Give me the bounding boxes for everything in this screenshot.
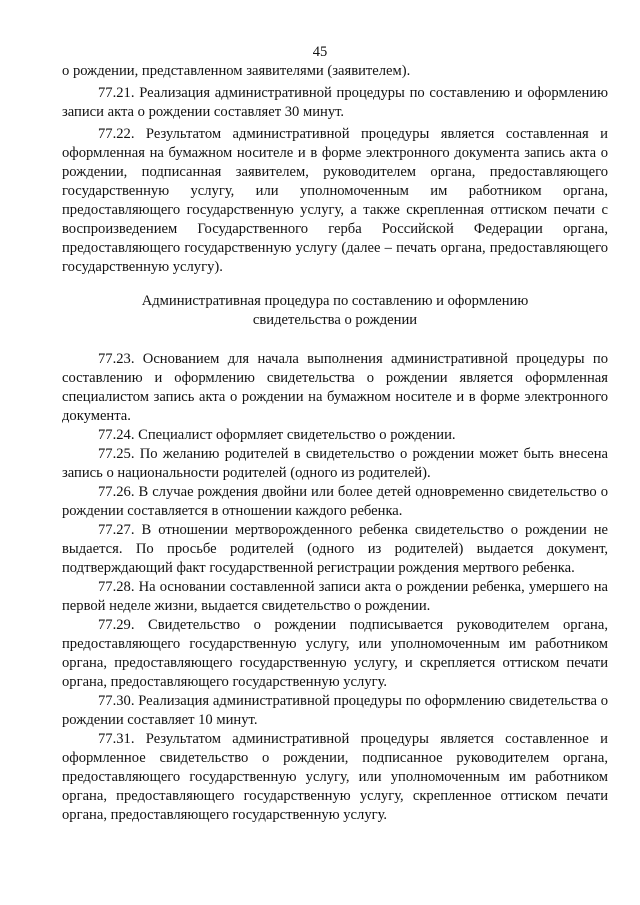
paragraph-77-24: 77.24. Специалист оформляет свидетельство о рождении. xyxy=(98,427,456,443)
paragraph-77-22: 77.22. Результатом административной процедуры является составленная и оформленная на бумажном носителе и в форме электронного документа запись акта о рождении, подписанная заявителем, руководителем органа, предоставляющего государственную услугу, или уполномоченным им работником органа, предоставляющего государственную услугу, а также скрепленная оттиском печати с воспроизведением Государственного герба Российской Федерации органа, предоставляющего государственную услугу (далее – печать органа, предоставляющего государственную услугу). xyxy=(62,126,608,275)
paragraph-77-23: 77.23. Основанием для начала выполнения административной процедуры по составлению и оформлению свидетельства о рождении является оформленная специалистом запись акта о рождении на бумажном носителе и в форме электронного документа. xyxy=(62,351,608,424)
paragraph-77-25: 77.25. По желанию родителей в свидетельство о рождении может быть внесена запись о национальности родителей (одного из родителей). xyxy=(62,446,608,481)
section-heading-line-1: Административная процедура по составлению и оформлению xyxy=(141,293,529,309)
paragraph-77-30: 77.30. Реализация административной процедуры по оформлению свидетельства о рождении составляет 10 минут. xyxy=(62,693,608,728)
text-block-top xyxy=(62,62,608,277)
text-block-bottom xyxy=(62,350,608,825)
page-number: 45 xyxy=(312,44,328,60)
paragraph-77-27: 77.27. В отношении мертворожденного ребенка свидетельство о рождении не выдается. По просьбе родителей (одного из родителей) выдается документ, подтверждающий факт государственной регистрации рождения мертвого ребенка. xyxy=(62,522,608,576)
paragraph-77-26: 77.26. В случае рождения двойни или более детей одновременно свидетельство о рождении составляется в отношении каждого ребенка. xyxy=(62,484,608,519)
section-heading-line-2: свидетельства о рождении xyxy=(252,312,418,328)
paragraph-77-21: 77.21. Реализация административной процедуры по составлению и оформлению записи акта о рождении составляет 30 минут. xyxy=(62,85,608,120)
paragraph-77-29: 77.29. Свидетельство о рождении подписывается руководителем органа, предоставляющего государственную услугу, или уполномоченным им работником органа, предоставляющего государственную услугу, и скрепляется оттиском печати органа, предоставляющего государственную услугу. xyxy=(62,617,608,690)
paragraph-77-28: 77.28. На основании составленной записи акта о рождении ребенка, умершего на первой неделе жизни, выдается свидетельство о рождении. xyxy=(62,579,608,614)
paragraph-continuation: о рождении, представленном заявителями (заявителем). xyxy=(62,63,411,79)
section-heading xyxy=(62,292,608,330)
paragraph-77-31: 77.31. Результатом административной процедуры является составленное и оформленное свидетельство о рождении, подписанное руководителем органа, предоставляющего государственную услугу, или уполномоченным им работником органа, предоставляющего государственную услугу, скрепленное оттиском печати органа, предоставляющего государственную услугу. xyxy=(62,731,608,823)
